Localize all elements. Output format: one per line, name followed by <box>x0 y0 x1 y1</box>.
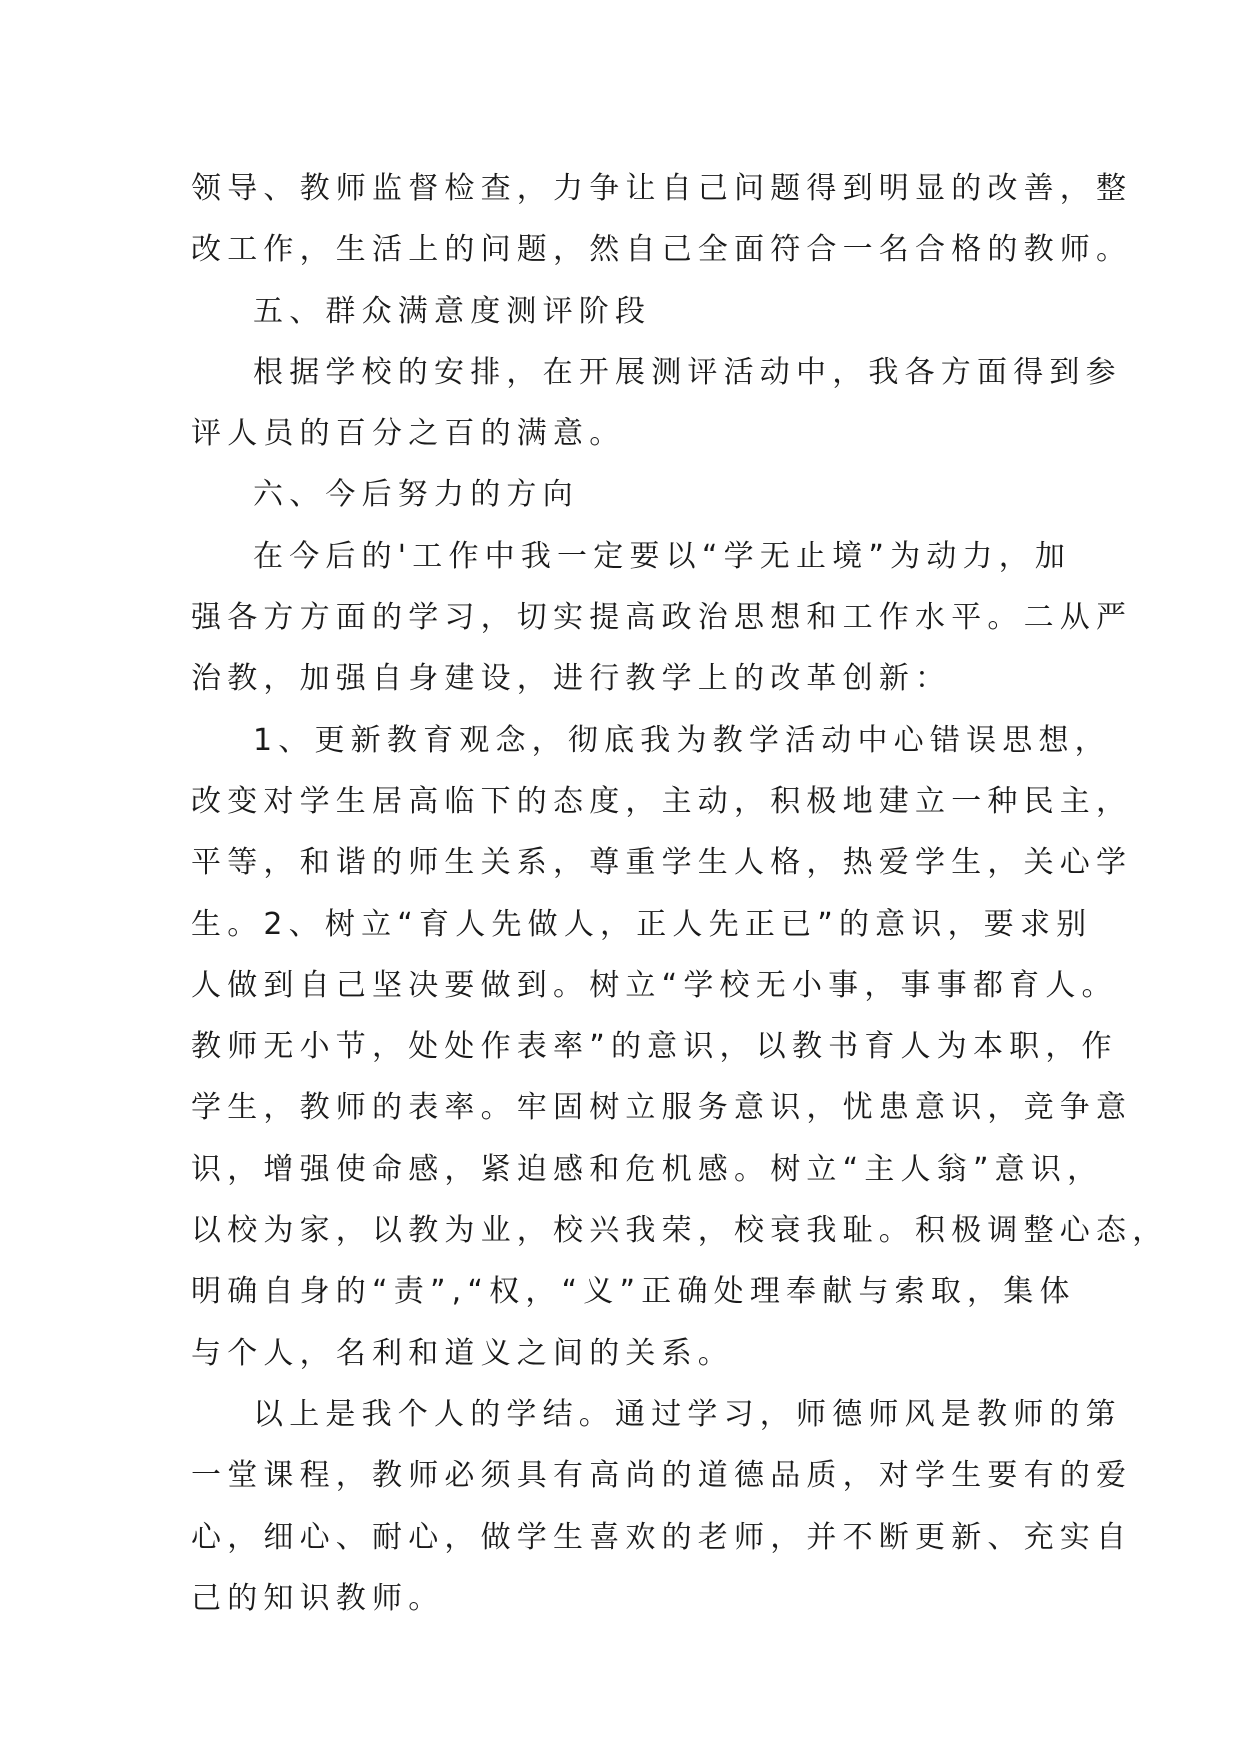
text-line: 己的知识教师。 <box>191 1580 445 1616</box>
text-line: 评人员的百分之百的满意。 <box>191 416 626 452</box>
text-line: 根据学校的安排，在开展测评活动中，我各方面得到参 <box>253 354 1122 390</box>
text-line: 改变对学生居高临下的态度，主动，积极地建立一种民主， <box>191 783 1133 819</box>
text-line: 五、群众满意度测评阶段 <box>253 293 652 329</box>
body-text <box>191 158 1169 1629</box>
text-line: 改工作，生活上的问题，然自己全面符合一名合格的教师。 <box>191 232 1133 268</box>
text-line: 1、更新教育观念，彻底我为教学活动中心错误思想， <box>253 722 1111 758</box>
text-line: 心，细心、耐心，做学生喜欢的老师，并不断更新、充实自 <box>191 1519 1133 1555</box>
text-line: 人做到自己坚决要做到。树立“学校无小事，事事都育人。 <box>191 967 1118 1003</box>
text-line: 教师无小节，处处作表率”的意识，以教书育人为本职，作 <box>191 1029 1118 1065</box>
text-line: 在今后的'工作中我一定要以“学无止境”为动力，加 <box>253 538 1072 574</box>
text-line: 一堂课程，教师必须具有高尚的道德品质，对学生要有的爱 <box>191 1458 1133 1494</box>
text-line: 生。2、树立“育人先做人，正人先正已”的意识，要求别 <box>191 906 1093 942</box>
text-line: 治教，加强自身建设，进行教学上的改革创新： <box>191 661 952 697</box>
text-line: 平等，和谐的师生关系，尊重学生人格，热爱学生，关心学 <box>191 845 1133 881</box>
text-line: 以上是我个人的学结。通过学习，师德师风是教师的第 <box>253 1396 1122 1432</box>
text-line: 以校为家，以教为业，校兴我荣，校衰我耻。积极调整心态， <box>191 1213 1169 1249</box>
text-line: 强各方方面的学习，切实提高政治思想和工作水平。二从严 <box>191 600 1133 636</box>
text-line: 识，增强使命感，紧迫感和危机感。树立“主人翁”意识， <box>191 1151 1104 1187</box>
text-line: 与个人，名利和道义之间的关系。 <box>191 1335 734 1371</box>
text-line: 领导、教师监督检查，力争让自己问题得到明显的改善，整 <box>191 171 1133 206</box>
text-line: 六、今后努力的方向 <box>253 477 579 513</box>
text-line: 明确自身的“责”,“权，“义”正确处理奉献与索取，集体 <box>191 1274 1076 1310</box>
text-line: 学生，教师的表率。牢固树立服务意识，忧患意识，竞争意 <box>191 1090 1133 1126</box>
